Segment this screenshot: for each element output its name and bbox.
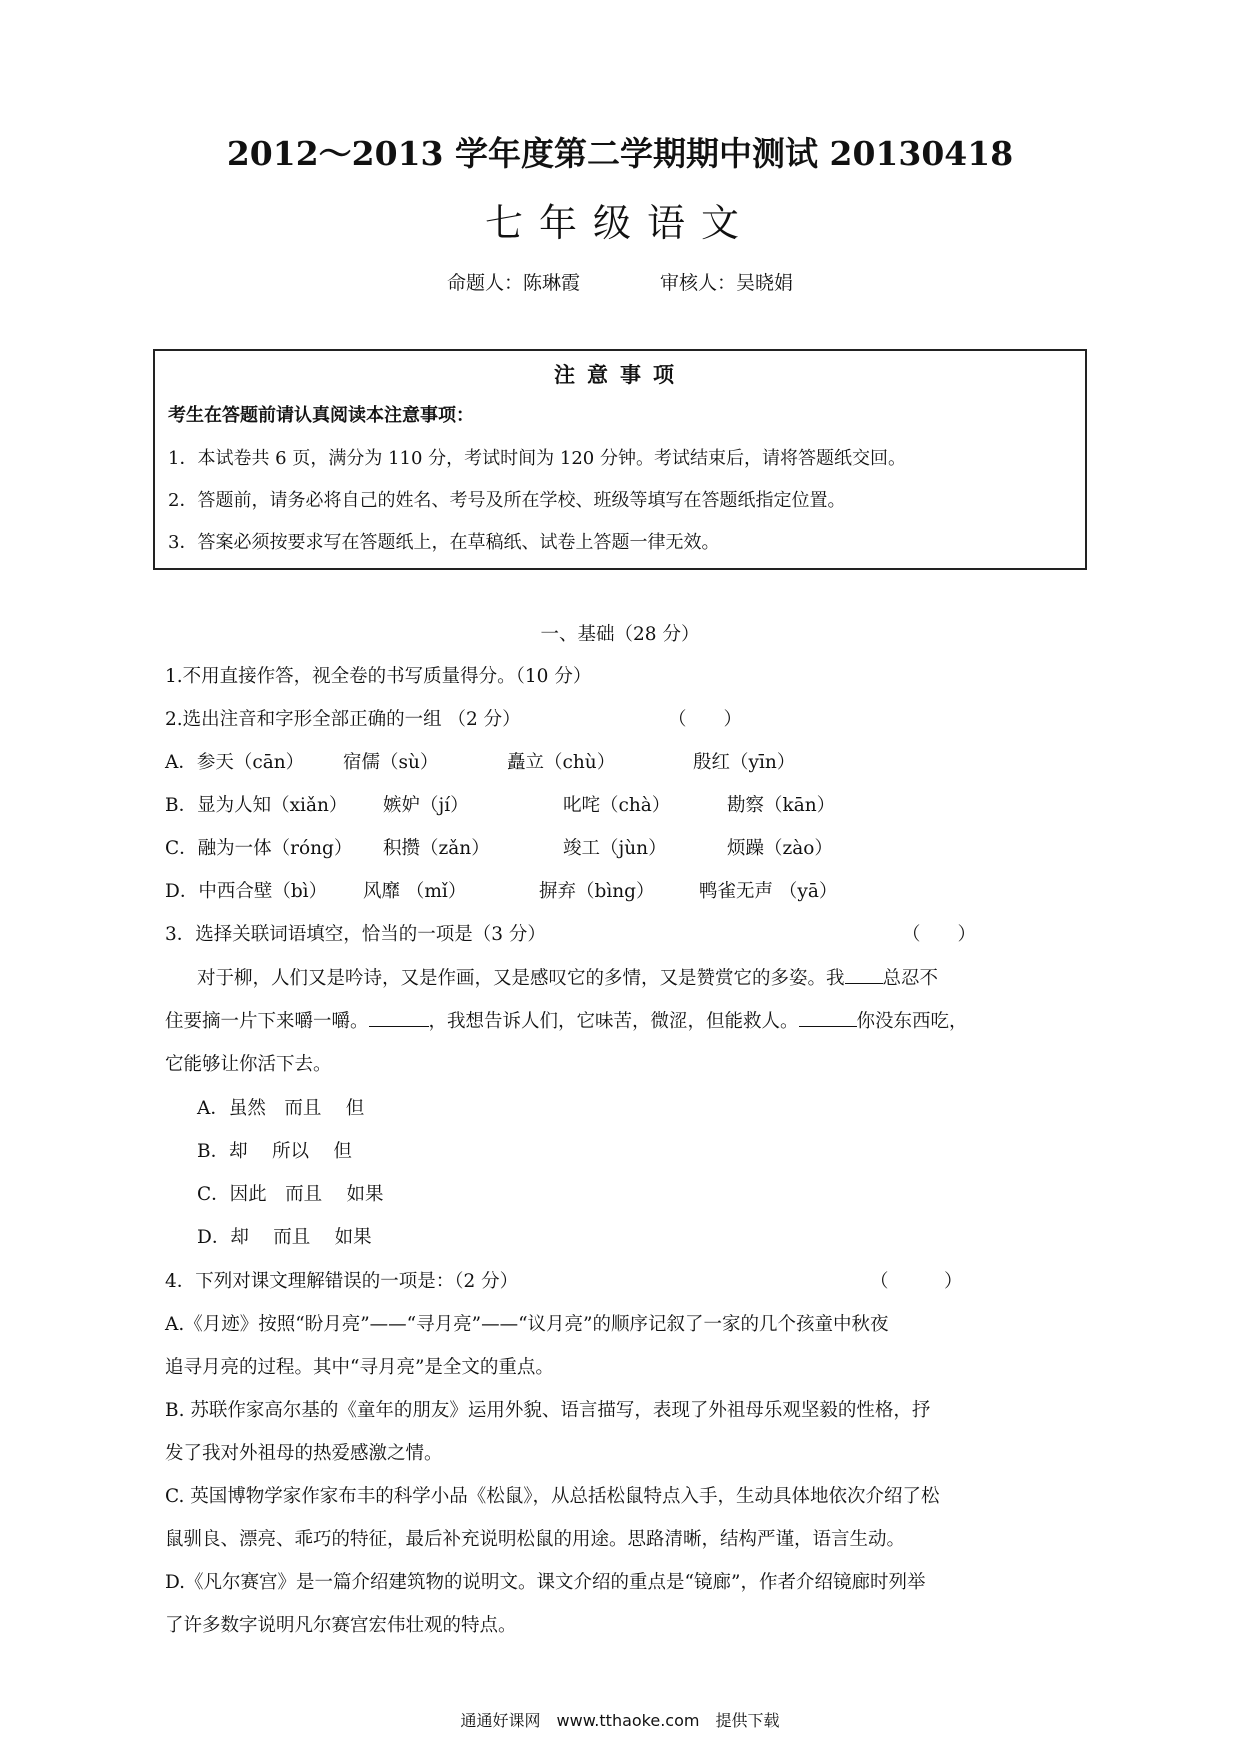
option-item: 竣工（jùn） <box>563 838 667 859</box>
q4-line: A.《月迹》按照“盼月亮”——“寻月亮”——“议月亮”的顺序记叙了一家的几个孩童中秋夜 <box>165 1314 889 1335</box>
notice-box <box>153 349 1087 570</box>
option-item: D．中西合壁（bì） <box>165 881 328 902</box>
passage-text: 住要摘一片下来嚼一嚼。 <box>165 1011 369 1032</box>
option-item: 宿儒（sù） <box>343 752 439 773</box>
passage-text: 总忍不 <box>882 968 939 989</box>
option-item: C．融为一体（róng） <box>165 838 353 859</box>
option-item: 鸭雀无声 （yā） <box>699 881 838 902</box>
exam-title: 2012～2013 学年度第二学期期中测试 20130418 <box>226 134 1014 173</box>
fill-blank[interactable] <box>799 1008 857 1027</box>
q3-option-b: B．却 所以 但 <box>197 1141 352 1162</box>
q3-passage-line: 它能够让你活下去。 <box>165 1054 332 1075</box>
q3-passage-line <box>197 964 938 990</box>
q2-option-d <box>165 877 837 903</box>
notice-title: 注意事项 <box>554 363 686 387</box>
option-item: 风靡 （mǐ） <box>363 881 467 902</box>
q3-passage-line <box>165 1007 968 1033</box>
passage-text: 你没东西吃， <box>856 1011 968 1032</box>
q2-option-c <box>165 834 833 860</box>
option-item: B．显为人知（xiǎn） <box>165 795 348 816</box>
q4-line: C. 英国博物学家作家布丰的科学小品《松鼠》，从总括松鼠特点入手，生动具体地依次介绍了松 <box>165 1486 940 1507</box>
option-item: 叱咤（chà） <box>563 795 671 816</box>
q4-line: B. 苏联作家高尔基的《童年的朋友》运用外貌、语言描写，表现了外祖母乐观坚毅的性格，抒 <box>165 1400 931 1421</box>
q3-option-a: A．虽然 而且 但 <box>197 1098 365 1119</box>
answer-paren: （ ） <box>902 924 977 945</box>
passage-text: ，我想告诉人们，它味苦，微涩，但能救人。 <box>428 1011 799 1032</box>
option-item: 勘察（kān） <box>727 795 836 816</box>
question-2-stem: 2.选出注音和字形全部正确的一组 （2 分） <box>165 709 521 730</box>
section-heading: 一、基础（28 分） <box>540 624 700 645</box>
option-item: 积攒（zǎn） <box>383 838 490 859</box>
q4-line: 追寻月亮的过程。其中“寻月亮”是全文的重点。 <box>165 1357 554 1378</box>
page-footer: 通通好课网 www.tthaoke.com 提供下载 <box>460 1711 780 1730</box>
setter-label: 命题人：陈琳霞 <box>446 272 580 294</box>
q3-option-c: C．因此 而且 如果 <box>197 1184 384 1205</box>
notice-item: 1．本试卷共 6 页，满分为 110 分，考试时间为 120 分钟。考试结束后，请将答题纸交回。 <box>168 448 906 469</box>
question-4-stem: 4．下列对课文理解错误的一项是：（2 分） <box>165 1271 519 1292</box>
option-item: 嫉妒（jí） <box>383 795 469 816</box>
option-item: 烦躁（zào） <box>727 838 833 859</box>
fill-blank[interactable] <box>845 965 883 984</box>
q2-option-b <box>165 791 835 817</box>
q2-option-a <box>165 748 795 774</box>
q4-line: 鼠驯良、漂亮、乖巧的特征，最后补充说明松鼠的用途。思路清晰，结构严谨，语言生动。 <box>165 1529 906 1550</box>
answer-paren: （ ） <box>668 709 743 730</box>
q4-line: 了许多数字说明凡尔赛宫宏伟壮观的特点。 <box>165 1615 517 1636</box>
option-item: 殷红（yīn） <box>693 752 796 773</box>
option-item: 摒弃（bìng） <box>539 881 655 902</box>
exam-subject: 七年级语文 <box>484 201 755 245</box>
notice-item: 3．答案必须按要求写在答题纸上，在草稿纸、试卷上答题一律无效。 <box>168 532 720 553</box>
fill-blank[interactable] <box>369 1008 429 1027</box>
q4-line: D.《凡尔赛宫》是一篇介绍建筑物的说明文。课文介绍的重点是“镜廊”，作者介绍镜廊时列举 <box>165 1572 926 1593</box>
q4-line: 发了我对外祖母的热爱感激之情。 <box>165 1443 443 1464</box>
author-line <box>0 268 1240 295</box>
notice-intro: 考生在答题前请认真阅读本注意事项： <box>168 405 474 426</box>
answer-paren: （ ） <box>870 1271 963 1292</box>
q3-option-d: D．却 而且 如果 <box>197 1227 372 1248</box>
question-1: 1.不用直接作答，视全卷的书写质量得分。（10 分） <box>165 666 592 687</box>
notice-item: 2．答题前，请务必将自己的姓名、考号及所在学校、班级等填写在答题纸指定位置。 <box>168 490 846 511</box>
option-item: 矗立（chù） <box>507 752 616 773</box>
option-item: A．参天（cān） <box>165 752 305 773</box>
passage-text: 对于柳，人们又是吟诗，又是作画，又是感叹它的多情，又是赞赏它的多姿。我 <box>197 968 845 989</box>
reviewer-label: 审核人：吴晓娟 <box>660 272 794 294</box>
question-3-stem: 3．选择关联词语填空，恰当的一项是（3 分） <box>165 924 546 945</box>
